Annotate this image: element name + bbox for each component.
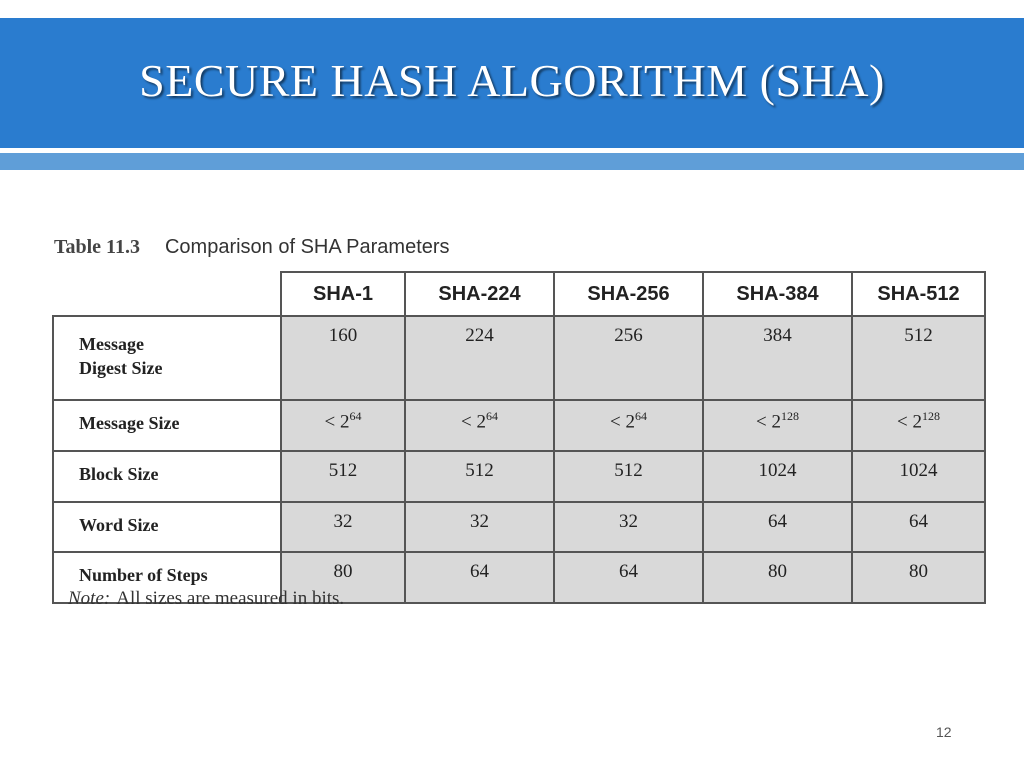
title-accent-band — [0, 153, 1024, 170]
table-cell: 1024 — [852, 451, 985, 502]
column-header: SHA-384 — [703, 272, 852, 316]
row-label: Message Size — [53, 400, 281, 451]
table-cell: 512 — [554, 451, 703, 502]
table-cell: 80 — [281, 552, 405, 603]
size-exponent: 64 — [349, 409, 362, 423]
table-header-row — [53, 272, 985, 316]
table-caption-number: Table 11.3 — [54, 236, 140, 258]
size-exponent: 128 — [780, 409, 799, 423]
table-cell: 1024 — [703, 451, 852, 502]
note-label: Note: — [68, 588, 111, 609]
table-cell: 384 — [703, 316, 852, 400]
table-caption — [54, 236, 450, 259]
column-header: SHA-256 — [554, 272, 703, 316]
title-divider-line — [0, 150, 1024, 152]
table-cell — [703, 400, 852, 451]
page-number: 12 — [936, 724, 952, 740]
table-cell: 512 — [852, 316, 985, 400]
table-cell: 32 — [281, 502, 405, 552]
size-prefix: < 2 — [461, 411, 486, 433]
size-prefix: < 2 — [610, 411, 635, 433]
table-note — [68, 588, 344, 610]
table-row — [53, 451, 985, 502]
size-prefix: < 2 — [756, 411, 781, 433]
table-row — [53, 502, 985, 552]
size-exponent: 64 — [485, 409, 498, 423]
table-cell — [554, 400, 703, 451]
table-cell — [852, 400, 985, 451]
table-cell: 64 — [405, 552, 554, 603]
table-cell: 224 — [405, 316, 554, 400]
table-cell: 512 — [405, 451, 554, 502]
table-cell: 512 — [281, 451, 405, 502]
column-header: SHA-224 — [405, 272, 554, 316]
size-exponent: 64 — [634, 409, 647, 423]
row-label — [53, 316, 281, 400]
size-prefix: < 2 — [897, 411, 922, 433]
table-cell: 32 — [405, 502, 554, 552]
table-corner-cell — [53, 272, 281, 316]
table-row — [53, 400, 985, 451]
size-exponent: 128 — [921, 409, 940, 423]
table-row — [53, 316, 985, 400]
sha-comparison-table — [52, 271, 986, 604]
row-label: Number of Steps — [53, 552, 281, 603]
table-cell: 32 — [554, 502, 703, 552]
row-label-line: Digest Size — [79, 358, 163, 378]
note-text: All sizes are measured in bits. — [116, 588, 345, 609]
table-cell: 64 — [554, 552, 703, 603]
row-label-line: Message — [79, 334, 144, 354]
row-label: Block Size — [53, 451, 281, 502]
table-cell: 256 — [554, 316, 703, 400]
table-caption-text: Comparison of SHA Parameters — [164, 236, 450, 258]
table-cell: 160 — [281, 316, 405, 400]
table-cell — [281, 400, 405, 451]
table-cell: 64 — [703, 502, 852, 552]
column-header: SHA-512 — [852, 272, 985, 316]
size-prefix: < 2 — [324, 411, 350, 433]
row-label: Word Size — [53, 502, 281, 552]
table-cell: 80 — [852, 552, 985, 603]
title-bar — [0, 18, 1024, 148]
table-cell: 64 — [852, 502, 985, 552]
table-cell — [405, 400, 554, 451]
column-header: SHA-1 — [281, 272, 405, 316]
table-cell: 80 — [703, 552, 852, 603]
slide-title: SECURE HASH ALGORITHM (SHA) — [139, 54, 885, 106]
